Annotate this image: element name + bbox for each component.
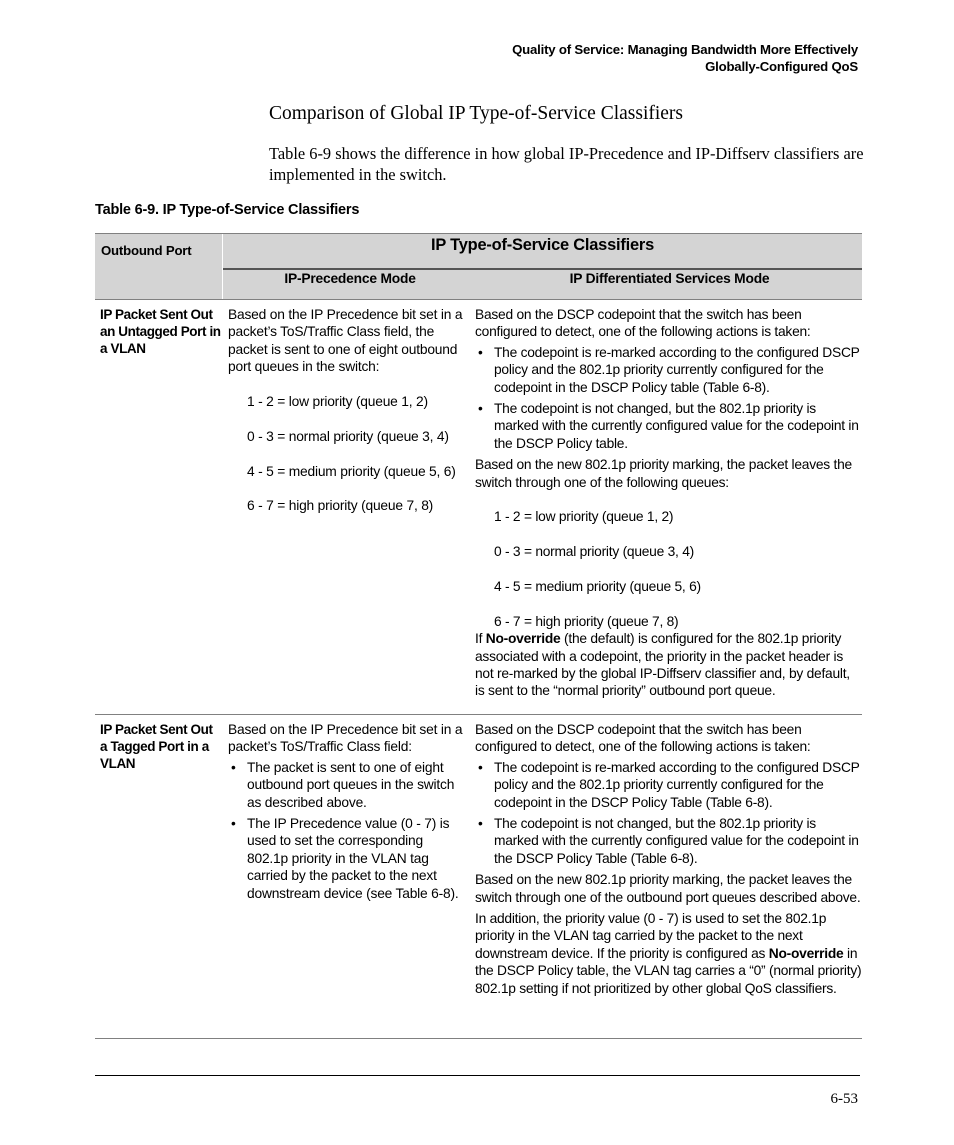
queue-line: 6 - 7 = high priority (queue 7, 8) [247,498,434,514]
cell-text: Based on the new 802.1p priority marking, the packet leaves the switch through one of the following queues: [475,457,852,490]
list-item: • The codepoint is not changed, but the 802.1p priority is marked with the currently configured value for the codepoint in the DSCP Policy Table (Table 6-8). [494,815,862,867]
running-header [512,41,858,75]
cell-text: If No-override (the default) is configured for the 802.1p priority associated with a codepoint, the priority in the packet header is not re-marked by the global IP-Diffserv classifier and, by default, is sent to the “normal priority” outbound port queue. [475,631,850,699]
header-diffserv-mode: IP Differentiated Services Mode [569,271,770,286]
precedence-cell [222,715,466,1038]
list-item: • The codepoint is not changed, but the 802.1p priority is marked with the currently configured value for the codepoint in the DSCP Policy table. [494,400,862,452]
header-outbound-port: Outbound Port [101,243,192,258]
queue-line: 4 - 5 = medium priority (queue 5, 6) [247,463,456,479]
bullet-list [475,344,862,452]
cell-text: In addition, the priority value (0 - 7) is used to set the 802.1p priority in the VLAN tag carried by the packet to the next downstream device. If the priority is configured as No-override in the DSCP Policy table, the VLAN tag carries a “0” (normal priority) 802.1p setting if not prioritized by other global QoS classifiers. [475,911,862,996]
running-header-chapter: Quality of Service: Managing Bandwidth More Effectively [512,42,858,57]
cell-text: Based on the new 802.1p priority marking, the packet leaves the switch through one of the outbound port queues described above. [475,872,861,905]
cell-text: Based on the IP Precedence bit set in a packet’s ToS/Traffic Class field, the packet is sent to one of eight outbound port queues in the switch: [228,307,463,375]
table-caption: Table 6-9. IP Type-of-Service Classifiers [95,202,360,218]
header-group [222,234,862,299]
bullet-list [228,759,466,902]
no-override-term: No-override [485,631,561,647]
intro-paragraph: Table 6-9 shows the difference in how global IP-Precedence and IP-Diffserv classifiers are implemented in the switch. [269,144,864,184]
header-precedence-mode: IP-Precedence Mode [284,271,416,286]
queue-line: 4 - 5 = medium priority (queue 5, 6) [494,579,701,595]
queue-line: 1 - 2 = low priority (queue 1, 2) [494,509,674,525]
bullet-list [475,759,862,867]
cell-text: Based on the DSCP codepoint that the switch has been configured to detect, one of the following actions is taken: [475,307,811,340]
queue-line: 6 - 7 = high priority (queue 7, 8) [494,613,679,629]
header-tos-classifiers: IP Type-of-Service Classifiers [223,234,862,270]
cell-text: Based on the IP Precedence bit set in a packet’s ToS/Traffic Class field: [228,722,463,755]
page-number: 6-53 [830,1091,858,1107]
list-item: • The packet is sent to one of eight outbound port queues in the switch as described above. [247,759,466,811]
table-header [95,233,862,300]
row-port-untagged: IP Packet Sent Out an Untagged Port in a VLAN [100,307,221,356]
queue-line: 1 - 2 = low priority (queue 1, 2) [247,394,428,410]
cell-text: Based on the DSCP codepoint that the switch has been configured to detect, one of the following actions is taken: [475,722,811,755]
row-port-tagged: IP Packet Sent Out a Tagged Port in a VLAN [100,722,213,771]
tos-classifier-table [95,233,862,1039]
running-header-section: Globally-Configured QoS [705,59,858,74]
list-item: • The IP Precedence value (0 - 7) is used to set the corresponding 802.1p priority in the VLAN tag carried by the packet to the next downstream device (see Table 6-8). [247,815,466,902]
queue-line: 0 - 3 = normal priority (queue 3, 4) [494,544,694,560]
list-item: • The codepoint is re-marked according to the configured DSCP policy and the 802.1p priority currently configured for the codepoint in the DSCP Policy Table (Table 6-8). [494,759,862,811]
diffserv-cell [466,300,862,714]
table-row [95,300,862,715]
diffserv-cell [466,715,862,1038]
no-override-term: No-override [768,945,844,961]
section-title: Comparison of Global IP Type-of-Service Classifiers [269,103,684,124]
table-row [95,715,862,1039]
queue-line: 0 - 3 = normal priority (queue 3, 4) [247,428,449,444]
footer-rule [95,1075,860,1076]
precedence-cell [222,300,466,714]
list-item: • The codepoint is re-marked according to the configured DSCP policy and the 802.1p priority currently configured for the codepoint in the DSCP Policy table (Table 6-8). [494,344,862,396]
